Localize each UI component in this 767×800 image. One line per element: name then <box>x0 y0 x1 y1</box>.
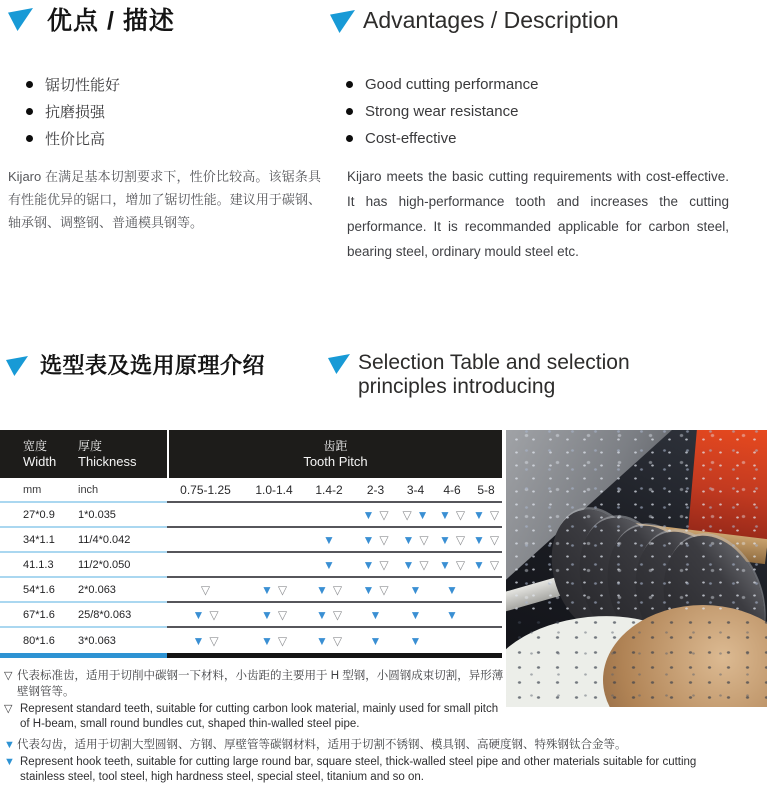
bullet-item <box>346 125 538 152</box>
pitch-column-header: 4-6 <box>443 482 461 497</box>
pitch-cell <box>167 628 244 653</box>
tooth-hook-icon: ▼ <box>446 582 458 597</box>
pitch-cell <box>354 503 397 526</box>
bottom-rule-blue <box>0 653 167 658</box>
heading-flag-icon <box>6 356 28 376</box>
tooth-standard-icon: ▽ <box>277 582 288 597</box>
bullet-icon <box>26 81 33 88</box>
bullet-item <box>346 98 538 125</box>
pitch-cell <box>434 603 470 626</box>
bullet-label: 抗磨损强 <box>45 104 106 121</box>
tooth-hook-icon: ▼ <box>315 607 328 622</box>
tooth-pitch-group-header <box>167 430 502 478</box>
width-cell: 67*1.6 <box>23 608 55 621</box>
row-left-group <box>0 553 167 578</box>
bullet-label: Good cutting performance <box>365 76 539 93</box>
thickness-cell: 2*0.063 <box>78 583 116 596</box>
row-pitch-group <box>167 628 502 653</box>
pitch-columns-group <box>167 478 502 503</box>
width-header-zh: 宽度 <box>23 439 48 453</box>
row-pitch-group <box>167 503 502 528</box>
pitch-cell <box>244 503 304 526</box>
tooth-hook-icon: ▼ <box>362 532 375 547</box>
tooth-hook-icon: ▼ <box>438 507 451 522</box>
tooth-standard-icon: ▽ <box>209 607 219 622</box>
tooth-standard-icon: ▽ <box>209 633 219 648</box>
tooth-standard-icon: ▽ <box>455 507 466 522</box>
row-left-group <box>0 578 167 603</box>
pitch-cell <box>354 553 397 576</box>
pitch-cell <box>244 628 304 653</box>
row-left-group <box>0 503 167 528</box>
tooth-hook-icon: ▼ <box>472 532 485 547</box>
thickness-cell: 25/8*0.063 <box>78 608 132 621</box>
en-bullet-list <box>346 71 538 152</box>
tooth-hook-icon: ▼ <box>402 557 415 572</box>
selection-heading-zh <box>6 354 265 378</box>
bullet-item <box>26 71 120 98</box>
pitch-column-header: 1.4-2 <box>315 482 343 497</box>
tooth-hook-icon: ▼ <box>315 582 328 597</box>
pitch-cell <box>434 578 470 601</box>
tooth-hook-icon: ▼ <box>438 532 451 547</box>
tooth-hook-icon: ▼ <box>260 633 273 648</box>
pitch-cell <box>397 578 434 601</box>
pitch-cell <box>470 603 502 626</box>
thickness-header-en: Thickness <box>78 454 137 469</box>
width-header-en: Width <box>23 454 57 469</box>
note-zh-label: 代表标准齿，适用于切削中碳钢一下材料，小齿距的主要用于 H 型钢，小圆钢成束切割，异形薄壁钢管等。 <box>17 670 504 698</box>
band-saw-cutting-photo <box>506 430 767 707</box>
pitch-header-en: Tooth Pitch <box>303 454 368 469</box>
bullet-item <box>26 98 120 125</box>
tooth-hook-icon: ▼ <box>369 607 382 622</box>
pitch-cell <box>244 528 304 551</box>
pitch-column-header: 5-8 <box>477 482 495 497</box>
pitch-cell <box>470 528 502 551</box>
bullet-icon <box>26 108 33 115</box>
pitch-cell <box>304 628 354 653</box>
tooth-hook-icon: ▼ <box>362 557 375 572</box>
heading-en-line2: principles introducing <box>358 375 556 398</box>
thickness-unit-label: inch <box>78 483 99 496</box>
pitch-cell <box>470 503 502 526</box>
tooth-standard-icon: ▽ <box>277 607 288 622</box>
en-description-paragraph: Kijaro meets the basic cutting requirements with cost-effective. It has high-performance tooth and increases the cutting performance. It is recommanded applicable for carbon steel, bearing steel, ordinary mould steel etc. <box>347 169 729 259</box>
note-en-label: Represent hook teeth, suitable for cutting large round bar, square steel, thick-walled steel pipe and other materials suitable for cutting stainless steel, tool steel, high hardness steel, special steel, titanium and so on. <box>20 756 697 783</box>
pitch-cell <box>304 528 354 551</box>
zh-bullet-list <box>26 71 120 152</box>
bullet-label: 锯切性能好 <box>45 77 121 94</box>
units-group <box>0 478 167 503</box>
tooth-hook-icon: ▼ <box>323 557 335 572</box>
heading-flag-icon <box>8 8 33 31</box>
note-block <box>4 737 706 785</box>
note-text-en <box>4 702 506 732</box>
legend-notes <box>4 668 706 790</box>
thickness-header-zh: 厚度 <box>78 439 103 453</box>
tooth-hook-icon: ▼ <box>192 633 205 648</box>
row-left-group <box>0 628 167 653</box>
pitch-cell <box>397 528 434 551</box>
tooth-standard-icon: ▽ <box>332 582 343 597</box>
pitch-column-header: 1.0-1.4 <box>255 482 293 497</box>
tooth-hook-icon: ▼ <box>315 633 328 648</box>
tooth-standard-icon: ▽ <box>379 532 389 547</box>
note-block <box>4 668 506 732</box>
note-zh-label: 代表勾齿，适用于切割大型圆钢、方钢、厚壁管等碳钢材料，适用于切割不锈钢、模具钢、高硬度钢、特殊钢钛合金等。 <box>17 739 627 751</box>
pitch-cell <box>244 578 304 601</box>
tooth-standard-icon: ▽ <box>200 582 211 597</box>
tooth-hook-icon: ▼ <box>4 739 15 751</box>
tooth-standard-icon: ▽ <box>379 582 389 597</box>
pitch-cell <box>397 603 434 626</box>
pitch-cell <box>244 553 304 576</box>
note-text-en <box>4 755 706 785</box>
width-cell: 34*1.1 <box>23 533 55 546</box>
row-pitch-group <box>167 578 502 603</box>
bullet-label: Cost-effective <box>365 130 457 147</box>
pitch-cell <box>434 528 470 551</box>
thickness-cell: 3*0.063 <box>78 634 116 647</box>
table-row <box>0 528 502 553</box>
photo-shape <box>506 430 767 618</box>
heading-zh-label: 优点 / 描述 <box>47 7 175 35</box>
tooth-standard-icon: ▽ <box>4 703 13 715</box>
tooth-standard-icon: ▽ <box>277 633 288 648</box>
pitch-cell <box>470 578 502 601</box>
tooth-standard-icon: ▽ <box>455 557 466 572</box>
note-text-zh <box>4 668 506 700</box>
heading-zh-label: 选型表及选用原理介绍 <box>40 353 266 378</box>
tooth-standard-icon: ▽ <box>419 532 429 547</box>
tooth-hook-icon: ▼ <box>472 557 485 572</box>
table-row <box>0 578 502 603</box>
table-subheader <box>0 478 502 503</box>
note-text-zh <box>4 737 706 753</box>
tooth-standard-icon: ▽ <box>455 532 466 547</box>
bottom-rule-black <box>167 653 502 658</box>
bullet-icon <box>346 108 353 115</box>
thickness-cell: 11/4*0.042 <box>78 533 131 546</box>
tooth-hook-icon: ▼ <box>369 633 382 648</box>
selection-heading-en <box>328 351 676 399</box>
pitch-column-header: 2-3 <box>366 482 385 497</box>
thickness-cell: 1*0.035 <box>78 508 116 521</box>
pitch-cell <box>434 503 470 526</box>
row-left-group <box>0 603 167 628</box>
width-column-header <box>0 430 70 478</box>
tooth-hook-icon: ▼ <box>362 507 375 522</box>
tooth-standard-icon: ▽ <box>419 557 429 572</box>
tooth-hook-icon: ▼ <box>260 607 273 622</box>
pitch-cell <box>434 628 470 653</box>
width-cell: 27*0.9 <box>23 508 55 521</box>
bullet-item <box>26 125 120 152</box>
bullet-item <box>346 71 538 98</box>
tooth-standard-icon: ▽ <box>489 532 500 547</box>
tooth-hook-icon: ▼ <box>416 507 429 522</box>
table-header <box>0 430 502 478</box>
pitch-cell <box>434 553 470 576</box>
tooth-standard-icon: ▽ <box>332 607 343 622</box>
table-row <box>0 553 502 578</box>
pitch-cell <box>167 528 244 551</box>
pitch-cell <box>354 528 397 551</box>
pitch-cell <box>167 603 244 626</box>
pitch-cell <box>470 553 502 576</box>
pitch-cell <box>304 503 354 526</box>
tooth-hook-icon: ▼ <box>323 532 335 547</box>
width-cell: 54*1.6 <box>23 583 55 596</box>
tooth-hook-icon: ▼ <box>446 607 458 622</box>
bullet-icon <box>346 135 353 142</box>
advantages-heading-zh <box>8 8 175 35</box>
tooth-standard-icon: ▽ <box>379 507 389 522</box>
row-left-group <box>0 528 167 553</box>
pitch-cell <box>167 503 244 526</box>
tooth-hook-icon: ▼ <box>192 607 205 622</box>
tooth-standard-icon: ▽ <box>489 557 500 572</box>
tooth-standard-icon: ▽ <box>4 670 13 682</box>
heading-flag-icon <box>330 10 355 33</box>
zh-description-paragraph: Kijaro 在满足基本切割要求下，性价比较高。该锯条具有性能优异的锯口，增加了锯切性能。建议用于碳钢、轴承钢、调整钢、普通模具钢等。 <box>8 169 321 230</box>
table-body <box>0 503 502 653</box>
pitch-cell <box>354 603 397 626</box>
advantages-heading-en <box>330 7 619 33</box>
tooth-standard-icon: ▽ <box>489 507 500 522</box>
pitch-cell <box>397 553 434 576</box>
thickness-column-header <box>70 430 167 478</box>
tooth-standard-icon: ▽ <box>332 633 343 648</box>
table-row <box>0 603 502 628</box>
tooth-standard-icon: ▽ <box>402 507 412 522</box>
heading-en-label <box>358 351 676 399</box>
tooth-hook-icon: ▼ <box>409 633 422 648</box>
pitch-cell <box>304 603 354 626</box>
heading-en-label: Advantages / Description <box>363 7 619 33</box>
tooth-hook-icon: ▼ <box>472 507 485 522</box>
tooth-hook-icon: ▼ <box>260 582 273 597</box>
pitch-column-header: 0.75-1.25 <box>180 482 231 497</box>
bullet-icon <box>346 81 353 88</box>
pitch-column-header: 3-4 <box>406 482 425 497</box>
pitch-cell <box>397 503 434 526</box>
row-pitch-group <box>167 603 502 628</box>
width-unit-label: mm <box>23 483 42 496</box>
table-row <box>0 503 502 528</box>
tooth-hook-icon: ▼ <box>4 756 15 768</box>
note-en-label: Represent standard teeth, suitable for cutting carbon look material, mainly used for small pitch of H-beam, small round bundles cut, shaped thin-walled steel pipe. <box>20 703 499 730</box>
pitch-cell <box>470 628 502 653</box>
tooth-hook-icon: ▼ <box>409 582 422 597</box>
pitch-cell <box>354 578 397 601</box>
pitch-cell <box>244 603 304 626</box>
pitch-cell <box>397 628 434 653</box>
row-pitch-group <box>167 553 502 578</box>
pitch-cell <box>354 628 397 653</box>
bullet-label: 性价比高 <box>45 131 106 148</box>
width-cell: 41.1.3 <box>23 558 54 571</box>
table-row <box>0 628 502 653</box>
bullet-label: Strong wear resistance <box>365 103 519 120</box>
tooth-hook-icon: ▼ <box>438 557 451 572</box>
width-cell: 80*1.6 <box>23 634 55 647</box>
heading-flag-icon <box>328 354 350 374</box>
tooth-hook-icon: ▼ <box>409 607 422 622</box>
tooth-standard-icon: ▽ <box>379 557 389 572</box>
pitch-cell <box>167 578 244 601</box>
heading-en-line1: Selection Table and selection <box>358 351 630 374</box>
row-pitch-group <box>167 528 502 553</box>
bullet-icon <box>26 135 33 142</box>
pitch-header-zh: 齿距 <box>323 439 348 453</box>
thickness-cell: 11/2*0.050 <box>78 558 131 571</box>
tooth-hook-icon: ▼ <box>362 582 375 597</box>
table-bottom-rule <box>0 653 502 658</box>
pitch-cell <box>167 553 244 576</box>
pitch-cell <box>304 578 354 601</box>
pitch-cell <box>304 553 354 576</box>
tooth-hook-icon: ▼ <box>402 532 415 547</box>
selection-table <box>0 430 502 658</box>
